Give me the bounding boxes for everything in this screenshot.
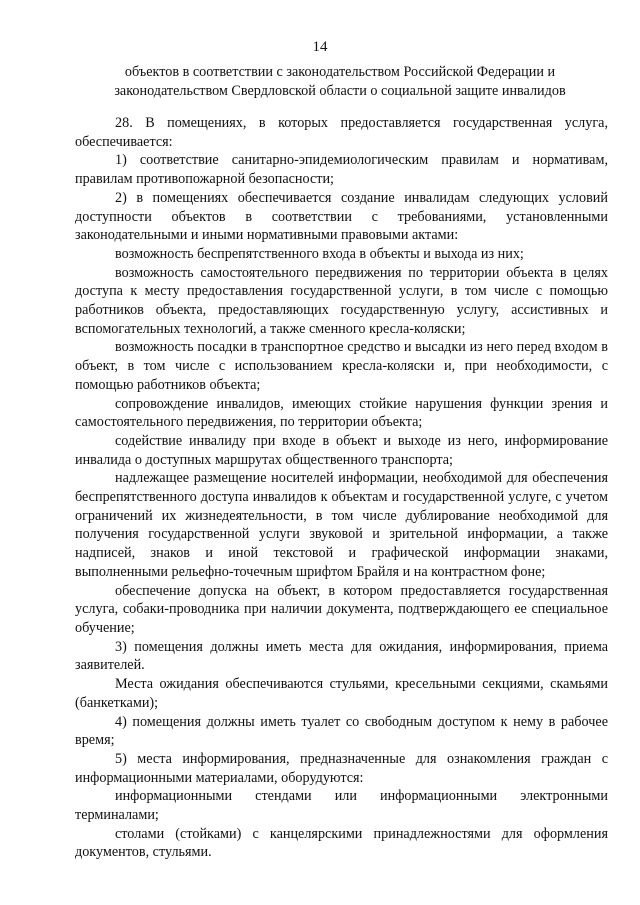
- paragraph-28: 28. В помещениях, в которых предоставляется государственная услуга, обеспечивается:: [75, 115, 608, 150]
- paragraph-info-stands: информационными стендами или информационными электронными терминалами;: [75, 788, 608, 824]
- paragraph-tables: столами (стойками) с канцелярскими принадлежностями для оформления документов, стульями.: [75, 825, 608, 861]
- page-number: 14: [312, 39, 328, 55]
- paragraph-boarding-vehicle: возможность посадки в транспортное средство и высадки из него перед входом в объект, в том числе с использованием кресла-коляски и, при необходимости, с помощью работников объекта;: [75, 339, 608, 393]
- document-body: [75, 114, 608, 862]
- continuation-heading: объектов в соответствии с законодательством Российской Федерации и законодательством Свердловской области о социальной защите инвалидов: [114, 64, 566, 99]
- paragraph-guide-dog: обеспечение допуска на объект, в котором предоставляется государственная услуга, собаки-проводника при наличии документа, подтверждающего ее специальное обучение;: [75, 582, 608, 636]
- paragraph-information-carriers: надлежащее размещение носителей информации, необходимой для обеспечения беспрепятственного доступа инвалидов к объектам и государственной услуге, с учетом ограничений их жизнедеятельности, в том числе дублирование необходимой для получения государственной услуги звуковой и зрительной информации, а также надписей, знаков и иной текстовой и графической информации знаками, выполненными рельефно-точечным шрифтом Брайля и на контрастном фоне;: [75, 470, 608, 580]
- paragraph-item-4: 4) помещения должны иметь туалет со свободным доступом к нему в рабочее время;: [75, 713, 608, 749]
- paragraph-entry-access: возможность беспрепятственного входа в объекты и выхода из них;: [115, 245, 524, 262]
- paragraph-independent-movement: возможность самостоятельного передвижения по территории объекта в целях доступа к месту предоставления государственной услуги, в том числе с помощью работников объекта, предоставляющих государственную услугу, ассистивных и вспомогательных технологий, а также сменного кресла-коляски;: [75, 264, 608, 337]
- paragraph-item-2: 2) в помещениях обеспечивается создание инвалидам следующих условий доступности объектов в соответствии с требованиями, установленными законодательными и иными нормативными правовыми актами:: [75, 189, 608, 244]
- paragraph-waiting-places: Места ожидания обеспечиваются стульями, кресельными секциями, скамьями (банкетками);: [75, 676, 608, 711]
- paragraph-item-5: 5) места информирования, предназначенные для ознакомления граждан с информационными материалами, оборудуются:: [75, 750, 608, 786]
- paragraph-escort: сопровождение инвалидов, имеющих стойкие нарушения функции зрения и самостоятельного передвижения, по территории объекта;: [75, 395, 608, 431]
- paragraph-assistance: содействие инвалиду при входе в объект и выходе из него, информирование инвалида о доступных маршрутах общественного транспорта;: [75, 432, 608, 468]
- paragraph-item-3: 3) помещения должны иметь места для ожидания, информирования, приема заявителей.: [75, 638, 608, 674]
- paragraph-item-1: 1) соответствие санитарно-эпидемиологическим правилам и нормативам, правилам противопожарной безопасности;: [75, 152, 608, 188]
